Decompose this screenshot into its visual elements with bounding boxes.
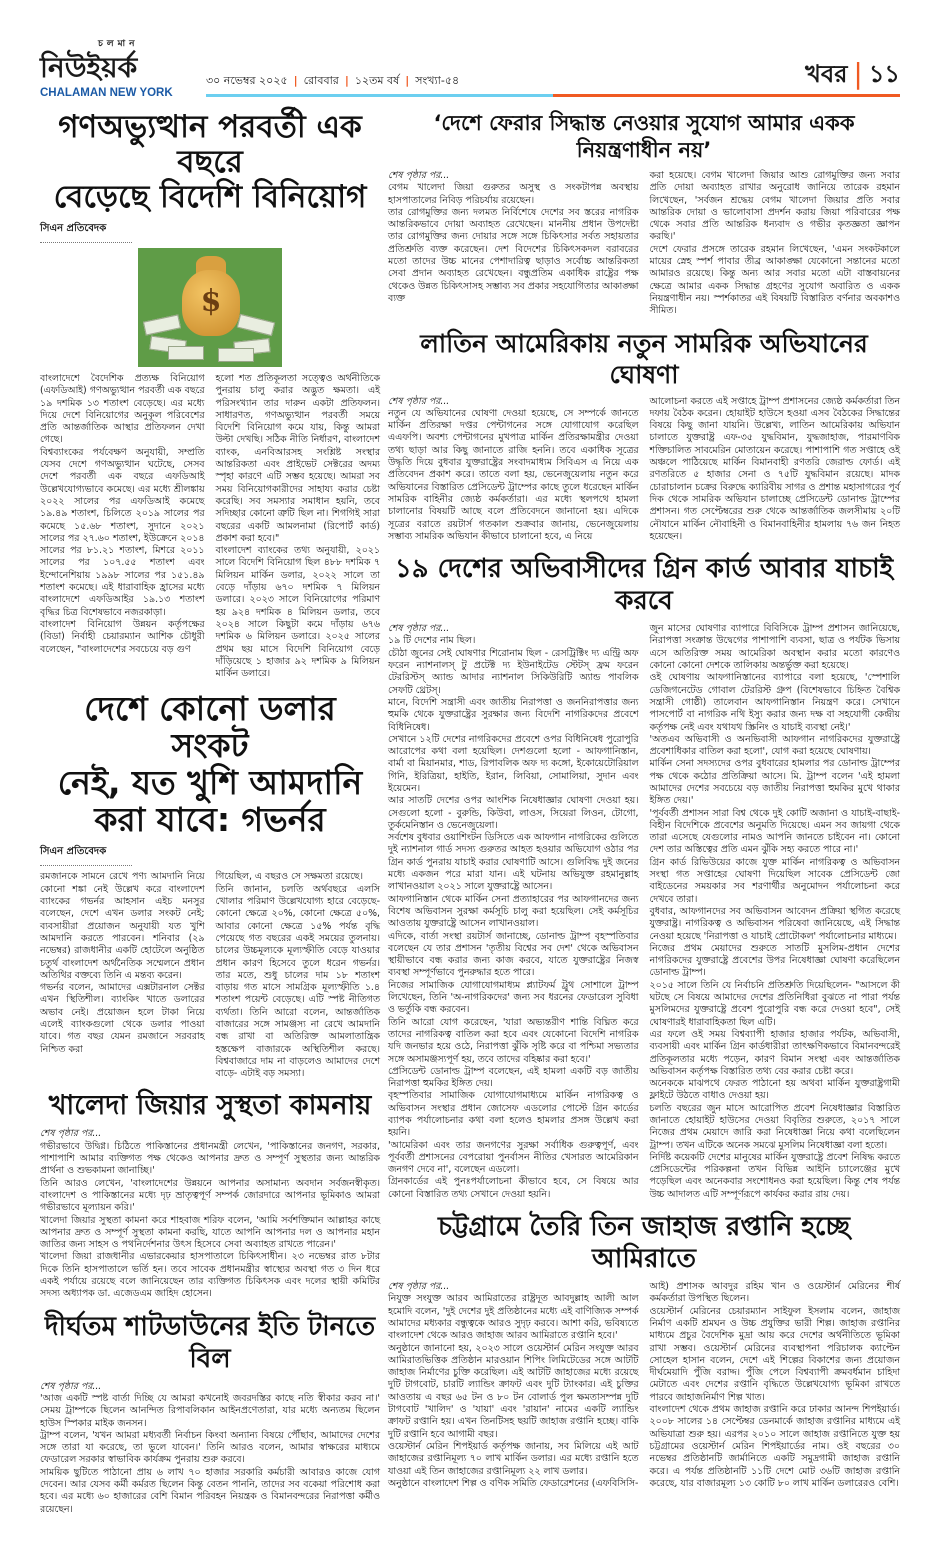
paragraph: নতুন যে অভিযানের ঘোষণা দেওয়া হয়েছে, সে সম্পর্কে জানতে মার্কিন প্রতিরক্ষা দপ্তর পেন্টাগনের সঙ্গে যোগাযোগ করেছিল এএফপি। অবশ্য পেন্টাগনের মুখপাত্র মার্কিন প্রতিরক্ষামন্ত্রীর দেওয়া তথ্য ছাড়া আর কিছু জানাতে রাজি হননি। তবে একাধিক সূত্রের উদ্ধৃতি দিয়ে বুধবার যুক্তরাষ্ট্রের সংবাদমাধ্যম সিবিএস এ নিয়ে এক প্রতিবেদন প্রকাশ করে। তাতে বলা হয়, ভেনেজুয়েলায় নতুন করে অভিযানের বিস্তারিত প্রেসিডেন্ট ট্রাম্পের কাছে তুলে ধরেছেন মার্কিন সামরিক বাহিনীর জ্যেষ্ঠ কর্মকর্তারা। এর মধ্যে স্থলপথে হামলা চালানোর বিষয়টি আছে বলে প্রতিবেদনে জানানো হয়। এদিকে সূত্রের বরাতে রয়টার্স গতকাল শুক্রবার জানায়, ভেনেজুয়েলায় সম্ভাব্য সামরিক অভিযান কীভাবে চালানো হবে, এ নিয়ে: [388, 407, 639, 542]
paragraph: গভর্নর বলেন, আমাদের এক্সটারনাল সেক্টর এখন স্থিতিশীল। ব্যাংকিং খাতে ডলারের অভাব নেই। প্রয়োজন হলে টাকা নিয়ে এলেই ব্যাংকগুলো থেকে ডলার পাওয়া যাবে। গত বছর যেমন রমজানে সরবরাহ নিশ্চিত করা: [40, 982, 205, 1055]
paragraph: প্রেসিডেন্ট ডোনাল্ড ট্রাম্প বলেছেন, এই হামলা একটি বড় জাতীয় নিরাপত্তা হুমকির ইঙ্গিত দেয়।: [388, 1065, 639, 1090]
continued-label: শেষ পৃষ্ঠার পর...: [388, 623, 450, 635]
paragraph: মার্কিন সেনা সদস্যদের ওপর বুধবারের হামলার পর ডোনাল্ড ট্রাম্পের পক্ষ থেকে কঠোর প্রতিক্রিয়া আসে। মি. ট্রাম্প বলেন 'এই হামলা আমাদের দেশের সবচেয়ে বড় জাতীয় নিরাপত্তা হুমকির মুখে থাকার ইঙ্গিত দেয়।': [649, 758, 900, 807]
paragraph: সেখানে ১২টি দেশের নাগরিকদের প্রবেশে ওপর বিধিনিষেধ পুরোপুরি আরোপের কথা বলা হয়েছিল। দেশগুলো হলো - আফগানিস্তান, বার্মা বা মিয়ানমার, শাড, রিপাবলিক অফ দ্য কঙ্গো, ইকোয়েটোরিয়াল গিনি, ইরিত্রিয়া, হাইতি, ইরান, লিবিয়া, সোমালিয়া, সুদান এবং ইয়েমেন।: [388, 733, 639, 794]
paragraph: নিজের প্রথম মেয়াদের শুরুতে সাতটি মুসলিম-প্রধান দেশের নাগরিকদের যুক্তরাষ্ট্রে প্রবেশের উপর নিষেধাজ্ঞা ঘোষণা করেছিলেন ডোনাল্ড ট্রাম্প।: [649, 942, 900, 979]
article-return-col-2: [650, 170, 901, 318]
headline-ships[interactable]: [388, 1211, 900, 1275]
article-greencard: [388, 553, 900, 1201]
paragraph: ২০১৫ সালে তিনি যে নির্বাচনি প্রতিশ্রুতি দিয়েছিলেন- "আসলে কী ঘটছে সে বিষয়ে আমাদের দেশের প্রতিনিধিরা বুঝতে না পারা পর্যন্ত মুসলিমদের যুক্তরাষ্ট্রে প্রবেশ পুরোপুরি বন্ধ করে দেওয়া হবে", সেই ঘোষণারই ধারাবাহিকতা ছিল এটি।: [649, 979, 900, 1028]
article-shutdown: [40, 1311, 380, 1516]
paragraph: হলো শত প্রতিকূলতা সত্ত্বেও অর্থনীতিকে পুনরায় চালু করার অদ্ভুত ক্ষমতা। এই পরিসংখ্যান তার দারুন একটা প্রতিফলন। সাধারণত, গণঅভ্যুত্থান পরবর্তী সময়ে বিদেশি বিনিয়োগ কমে যায়, কিন্তু আমরা উল্টা দেখছি। সঠিক নীতি নির্ধারণ, বাংলাদেশ ব্যাংক, এনবিআরসহ সংশ্লিষ্ট সংস্থার আন্তরিকতা এবং প্রাইভেট সেক্টরের অদম্য স্পৃহা কারণে এটি সম্ভব হয়েছে। আমরা সব সময় বিনিয়োগকারীদের সাহায্য করার চেষ্টা করেছি। সব সমস্যার সমাধান হয়নি, তবে সদিচ্ছার কোনো ত্রুটি ছিল না। শিগগিই সারা বছরের একটি আমলনামা (রিপোর্ট কার্ড) প্রকাশ করা হবে।": [215, 373, 380, 544]
paragraph: বেগম খালেদা জিয়া গুরুতর অসুস্থ ও সংকটাপন্ন অবস্থায় হাসপাতালের নিবিড় পরিচর্যায় রয়েছেন।: [388, 182, 639, 206]
page-label: [805, 59, 900, 89]
headline-khaleda[interactable]: [40, 1090, 380, 1122]
right-column: [388, 110, 900, 1490]
issue-weekday: রোববার: [303, 74, 339, 87]
money-bag-photo: [138, 248, 282, 367]
article-ships-col-1: [388, 1281, 639, 1490]
paragraph: ওয়েস্টার্ন মেরিন শিপইয়ার্ড কর্তৃপক্ষ জানায়, সব মিলিয়ে এই আট জাহাজের রপ্তানিমূল্য ৭০ লাখ মার্কিন ডলার। এর মধ্যে রপ্তানি হতে যাওয়া এই তিন জাহাজের রপ্তানিমূল্য ২২ লাখ ডলার।: [388, 1440, 639, 1477]
continued-label: শেষ পৃষ্ঠার পর...: [40, 1380, 102, 1392]
headline-line: করা যাবে: গভর্নর: [94, 800, 326, 840]
paragraph: নির্দিষ্ট কয়েকটি দেশের মানুষের মার্কিন যুক্তরাষ্ট্রে প্রবেশ নিষিদ্ধ করতে প্রেসিডেন্টের পরিকল্পনা তখন বিভিন্ন আইনি চ্যালেঞ্জের মুখে পড়েছিল এবং অনেকবার সংশোধনও করা হয়েছিল। কিন্তু শেষ পর্যন্ত উচ্চ আদালত এটি সম্পূর্ণরূপে কার্যকর করার রায় দেয়।: [649, 1151, 900, 1200]
paragraph: তিনি আরো যোগ করেছেন, 'যারা অভ্যন্তরীণ শান্তি বিঘ্নিত করে তাদের নাগরিকত্ব বাতিল করা হবে এবং যেকোনো বিদেশি নাগরিক যদি জনভার হয়ে ওঠে, নিরাপত্তা ঝুঁকি সৃষ্টি করে বা পশ্চিমা সভ্যতার সঙ্গে অসামঞ্জস্যপূর্ণ হয়, তবে তাদের বহিষ্কার করা হবে।': [388, 1016, 639, 1065]
paragraph: বিশ্বব্যাংকের পর্যবেক্ষণ অনুযায়ী, সম্প্রতি যেসব দেশে গণঅভ্যুত্থান ঘটেছে, সেসব দেশে পরবর্তী এক বছরে এফডিআই উল্লেখযোগ্যভাবে কমেছে। এর মধ্যে শ্রীলঙ্কায় ২০২২ সালের পর এফডিআই কমেছে ১৯.৪৯ শতাংশ, চিলিতে ২০১৯ সালের পর কমেছে ১৫.৬৮ শতাংশ, সুদানে ২০২১ সালের পর ২৭.৬০ শতাংশ, ইউক্রেনে ২০১৪ সালের পর ৮১.২১ শতাংশ, মিশরে ২০১১ সালের পর ১০৭.৫৫ শতাংশ এবং ইন্দোনেশিয়ায় ১৯৯৮ সালের পর ১৫১.৪৯ শতাংশ কমেছে। এই ধারাবাহিক হ্রাসের মধ্যে বাংলাদেশে এফডিআইর ১৯.১৩ শতাংশ বৃদ্ধির চিত্র বিশেষভাবে নজরকাড়া।: [40, 446, 205, 618]
paragraph: অনুষ্ঠানে বাংলাদেশ শিল্প ও বণিক সমিতি ফেডারেশনের (এফবিসিসি-: [388, 1477, 639, 1489]
headline-dollar[interactable]: [40, 690, 380, 838]
paragraph: মানে, বিদেশি সন্ত্রাসী এবং জাতীয় নিরাপত্তা ও জননিরাপত্তার জন্য হুমকি থেকে যুক্তরাষ্ট্রের সুরক্ষার জন্য বিদেশি নাগরিকদের প্রবেশে বিধিনিষেধ।: [388, 696, 639, 733]
issue-number: সংখ্যা-৫৪: [415, 74, 460, 87]
issue-info: [206, 73, 459, 89]
article-greencard-col-1: [388, 623, 639, 1201]
divider: |: [344, 74, 349, 87]
headline-shutdown[interactable]: [40, 1311, 380, 1375]
article-khaleda: [40, 1090, 380, 1300]
article-fdi-col-2: [216, 373, 381, 680]
paragraph: 'আজ একটি স্পষ্ট বার্তা দিচ্ছি যে আমরা কখনোই জবরদস্তির কাছে নতি স্বীকার করব না।' সেময় ট্রাম্পকে ছিলেন আনন্দিত রিপাবলিকান আইনপ্রণেতারা, যার মধ্যে অন্যতম ছিলেন হাউস স্পিকার মাইক জনসন।: [40, 1392, 380, 1429]
article-latam: [388, 328, 900, 544]
article-latam-col-2: [650, 396, 901, 544]
header-rule-blue: [206, 94, 553, 97]
paragraph: দেশে ফেরার প্রসঙ্গে তারেক রহমান লিখেছেন, 'এমন সংকটকালে মায়ের স্নেহ স্পর্শ পাবার তীব্র আকাঙ্ক্ষা যেকোনো সন্তানের মতো আমারও রয়েছে। কিন্তু অন্য আর সবার মতো এটা বাস্তবায়নের ক্ষেত্রে আমার একক সিদ্ধান্ত গ্রহণের সুযোগ অবারিত ও একক নিয়ন্ত্রণাধীন নয়। স্পর্শকাতর এই বিষয়টি বিস্তারিত বর্ণনার অবকাশও সীমিত।: [649, 243, 900, 317]
headline-line: দীর্ঘতম শাটডাউনের ইতি টানতে বিল: [44, 1311, 376, 1374]
paragraph: চৌঠা জুনের সেই ঘোষণার শিরোনাম ছিল - রেসট্রিক্টিং দ্য এন্ট্রি অফ ফরেন ন্যাশনালস্ টু প্রটেক্ট দ্য ইউনাইটেড স্টেটস্ ফ্রম ফরেন টেররিস্টস্ অ্যান্ড আদার ন্যাশনাল সিকিউরিটি অ্যান্ড পাবলিক সেফটি থ্রেটস্।: [388, 647, 639, 696]
paragraph: রমজানকে সামনে রেখে পণ্য আমদানি নিয়ে কোনো শঙ্কা নেই উল্লেখ করে বাংলাদেশ ব্যাংকের গভর্নর আহসান এইচ মনসুর বলেছেন, দেশে এখন ডলার সংকট নেই; ব্যবসায়ীরা প্রয়োজন অনুযায়ী যত খুশি আমদানি করতে পারবেন। শনিবার (২৯ নভেম্বর) রাজধানীর একটি হোটেলে অনুষ্ঠিত চতুর্থ বাংলাদেশ অর্থনৈতিক সম্মেলনে প্রধান অতিথির বক্তব্যে তিনি এ মন্তব্য করেন।: [40, 871, 205, 981]
byline: সিএন প্রতিবেদক: [40, 221, 132, 243]
brand-english-name: CHALAMAN NEW YORK: [40, 87, 173, 99]
article-ships: [388, 1211, 900, 1490]
paragraph: বুধবার, আফগানদের সব অভিবাসন আবেদন প্রক্রিয়া স্থগিত করেছে যুক্তরাষ্ট্র। নাগরিকত্ব ও অভিবাসন পরিষেবা জানিয়েছে, এই সিদ্ধান্ত নেওয়া হয়েছে 'নিরাপত্তা ও যাচাই প্রোটোকল' পর্যালোচনার মাধ্যমে।: [649, 905, 900, 942]
headline-line: গণঅভ্যুত্থান পরবর্তী এক বছরে: [58, 109, 362, 180]
headline-line: নেই, যত খুশি আমদানি: [57, 763, 363, 803]
paragraph: 'অতএব অভিবাসী ও অনভিবাসী আফগান নাগরিকদের যুক্তরাষ্ট্রে প্রবেশাধিকার বাতিল করা হলো', যোগ করা হয়েছে ঘোষণায়।: [649, 733, 900, 758]
paragraph: আফগানিস্তান থেকে মার্কিন সেনা প্রত্যাহারের পর আফগানদের জন্য বিশেষ অভিবাসন সুরক্ষা কর্মসূচি চালু করা হয়েছিল। সেই কর্মসূচির আওতায় যুক্তরাষ্ট্রে আসেন লাখানওয়াল।: [388, 893, 639, 930]
divider: |: [853, 57, 863, 90]
paragraph: এদিকে, বার্তা সংস্থা রয়টার্স জানাচ্ছে, ডোনাল্ড ট্রাম্প বৃহস্পতিবার বলেছেন যে তার প্রশাসন 'তৃতীয় বিশ্বের সব দেশ' থেকে অভিবাসন স্থায়ীভাবে বন্ধ করার জন্য কাজ করবে, যাতে যুক্তরাষ্ট্রের নিজস্ব ব্যবস্থা সম্পূর্ণভাবে পুনরুদ্ধার হতে পারে।: [388, 930, 639, 979]
byline: সিএন প্রতিবেদক: [40, 844, 132, 866]
headline-line: বেড়েছে বিদেশি বিনিয়োগ: [53, 179, 367, 215]
paragraph: বাংলাদেশ বিনিয়োগ উন্নয়ন কর্তৃপক্ষের (বিডা) নির্বাহী চেয়ারম্যান আশিক চৌধুরী বলেছেন, "বাংলাদেশের সবচেয়ে বড় গুণ: [40, 618, 205, 655]
masthead: [40, 38, 900, 100]
headline-line: দেশে কোনো ডলার সংকট: [84, 689, 336, 766]
article-return-col-1: [388, 170, 639, 305]
paragraph: করা হয়েছে। বেগম খালেদা জিয়ার আশু রোগমুক্তির জন্য সবার প্রতি দোয়া অব্যাহত রাখার অনুরোধ জানিয়ে তারেক রহমান লিখেছেন, 'সর্বজন শ্রদ্ধেয় বেগম খালেদা জিয়ার প্রতি সবার আন্তরিক দোয়া ও ভালোবাসা প্রদর্শন করায় জিয়া পরিবারের পক্ষ থেকে সবার প্রতি আন্তরিক ধন্যবাদ ও গভীর কৃতজ্ঞতা জ্ঞাপন করছি।': [649, 170, 900, 243]
masthead-info: [206, 59, 900, 100]
paragraph: বাংলাদেশ থেকে প্রথম জাহাজ রপ্তানি করে ঢাকার আনন্দ শিপইয়ার্ড। ২০০৮ সালের ১৪ সেপ্টেম্বর ডেনমার্কে জাহাজ রপ্তানির মাধ্যমে এই অভিযাত্রা শুরু হয়। এরপর ২০১০ সালে জাহাজ রপ্তানিতে যুক্ত হয় চট্টগ্রামের ওয়েস্টার্ন মেরিন শিপইয়ার্ডের নাম। ওই বছরের ৩০ নভেম্বর প্রতিষ্ঠানটি জার্মানিতে একটি সমুদ্রগামী জাহাজ রপ্তানি করে। এ পর্যন্ত প্রতিষ্ঠানটি ১১টি দেশে মোট ৩৬টি জাহাজ রপ্তানি করেছে, যার বাজারমূল্য ১৩ কোটি ৮০ লাখ মার্কিন ডলারেরও বেশি।: [649, 1404, 900, 1489]
paragraph: ১৯ টি দেশের নাম ছিল।: [388, 635, 476, 647]
paragraph: খালেদা জিয়া রাজধানীর এভারকেয়ার হাসপাতালে চিকিৎসাধীন। ২৩ নভেম্বর রাত ৮টার দিকে তিনি হাসপাতালে ভর্তি হন। তবে সাবেক প্রধানমন্ত্রীর স্বাস্থ্যের অবস্থা গত ৩ দিন ধরে একই পর্যায়ে রয়েছে বলে জানিয়েছেন তার ব্যক্তিগত চিকিৎসক এবং দলের স্থায়ী কমিটির সদস্য অধ্যাপক ডা. এজেডএম জাহিদ হোসেন।: [40, 1251, 380, 1300]
dollar-sign-icon: $: [200, 284, 222, 319]
section-name: খবর: [805, 60, 848, 88]
headline-fdi[interactable]: [40, 110, 380, 215]
article-return: [388, 110, 900, 318]
paragraph: সর্বশেষ বুধবার ওয়াশিংটন ডিসিতে এক আফগান নাগরিকের গুলিতে দুই ন্যাশনাল গার্ড সদস্য গুরুতর আহত হওয়ার অভিযোগ ওঠার পর গ্রিন কার্ড পুনরায় যাচাই করার ঘোষণাটি আসে। গুলিবিদ্ধ দুই জনের মধ্যে একজন পরে মারা যান। এই ঘটনায় অভিযুক্ত রহমানুল্লাহ লাখানওয়াল ২০২১ সালে যুক্তরাষ্ট্রে আসেন।: [388, 832, 639, 893]
article-latam-col-1: [388, 396, 639, 544]
headline-greencard[interactable]: [388, 553, 900, 617]
paragraph: গ্রিনকার্ডের এই পুনঃপর্যালোচনা কীভাবে হবে, সে বিষয়ে আর কোনো বিস্তারিত তথ্য সেখানে দেওয়া হয়নি।: [388, 1176, 639, 1200]
headline-line: লাতিন আমেরিকায় নতুন সামরিক অভিযানের ঘোষণা: [420, 328, 868, 389]
headline-line: ১৯ দেশের অভিবাসীদের গ্রিন কার্ড আবার যাচাই করবে: [394, 554, 894, 617]
page-number: ১১: [868, 60, 900, 88]
paragraph: সাময়িক ছুটিতে পাঠানো প্রায় ৬ লাখ ৭০ হাজার সরকারি কর্মচারী আবারও কাজে যোগ দেবেন। আর যেসব কর্মী কর্মরত ছিলেন কিন্তু বেতন পাননি, তাদের সব বকেয়া পরিশোধ করা হবে। এর মধ্যে ৬০ হাজারের বেশি বিমান পরিবহন নিয়ন্ত্রক ও বিমানবন্দরের নিরাপত্তা কর্মীও রয়েছেন।: [40, 1466, 380, 1515]
brand-block: [40, 38, 192, 100]
paragraph: এর ফলে ওই সময় বিশ্বব্যাপী হাজার হাজার পর্যটক, অভিবাসী, ব্যবসায়ী এবং মার্কিন গ্রিন কার্ডধারীরা তাৎক্ষণিকভাবে বিমানবন্দরেই প্রতিকূলতার মধ্যে পড়েন, কারণ বিমান সংস্থা এবং আন্তর্জাতিক অভিবাসন কর্তৃপক্ষ বিস্তারিত তথ্য বের করার চেষ্টা করে।: [649, 1028, 900, 1077]
paragraph: আলোচনা করতে এই সপ্তাহে ট্রাম্প প্রশাসনের জ্যেষ্ঠ কর্মকর্তারা তিন দফায় বৈঠক করেন। হোয়াইট হাউসে হওয়া এসব বৈঠকের সিদ্ধান্তের বিষয়ে কিছু জানা যায়নি। উল্লেখ্য, লাতিন আমেরিকায় অভিযান চালাতে যুক্তরাষ্ট্র এফ-৩৫ যুদ্ধবিমান, যুদ্ধজাহাজ, পারমাণবিক শক্তিচালিত সাবমেরিন মোতায়েন করেছে। পাশাপাশি গত সপ্তাহে ওই অঞ্চলে পাঠিয়েছে মার্কিন বিমানবাহী রণতরি জেরাল্ড ফোর্ড। এই রণতরিতে ৫ হাজার সেনা ও ৭৫টি যুদ্ধবিমান রয়েছে। মাদক চোরাচালান চক্রের বিরুদ্ধে ক্যারিবীয় সাগর ও প্রশান্ত মহাসাগরের পূর্ব দিক থেকে সামরিক অভিযান চালাচ্ছে প্রেসিডেন্ট ডোনাল্ড ট্রাম্পের প্রশাসন। গত সেপ্টেম্বরের শুরু থেকে আন্তর্জাতিক জলসীমায় ২০টি নৌযানে মার্কিন নৌবাহিনী ও বিমানবাহিনীর হামলায় ৭৬ জন নিহত হয়েছেন।: [649, 395, 900, 542]
paragraph: ট্রাম্প বলেন, 'যখন আমরা মধ্যবর্তী নির্বাচন কিংবা অন্যান্য বিষয়ে পৌঁছাব, আমাদের দেশের সঙ্গে তারা যা করেছে, তা ভুলে যাবেন।' তিনি আরও বলেন, আমার স্বাক্ষরের মাধ্যমে ফেডারেল সরকার স্বাভাবিক কার্যক্রম পুনরায় শুরু করবে।: [40, 1429, 380, 1466]
paragraph: গ্রিন কার্ড রিভিউয়ের কাজে যুক্ত মার্কিন নাগরিকত্ব ও অভিবাসন সংস্থা গত সপ্তাহের ঘোষণা দিয়েছিল সাবেক প্রেসিডেন্ট জো বাইডেনের সময়কার সব শরণার্থীর অনুমোদন পর্যালোচনা করে দেখবে তারা।: [649, 856, 900, 905]
brand-tagline: চলমান: [98, 39, 139, 49]
paragraph: চলতি বছরের জুন মাসে আরোপিত প্রবেশ নিষেধাজ্ঞার বিস্তারিত জানাতে হোয়াইট হাউসের দেওয়া বিবৃতির শুরুতে, ২০১৭ সালে নিজের প্রথম মেয়াদে জারি করা নিষেধাজ্ঞা নিয়ে কথা বলেছিলেন ট্রাম্প। তখন এটিকে অনেক সমঝে মুসলিম নিষেধাজ্ঞা বলা হতো।: [649, 1102, 900, 1151]
paragraph: 'আমেরিকা এবং তার জনগণের সুরক্ষা সর্বাধিক গুরুত্বপূর্ণ, এবং পূর্ববর্তী প্রশাসনের বেপরোয়া পুনর্বাসন নীতির খেসারত আমেরিকান জনগণ দেবে না', বলেছেন এডলো।: [388, 1139, 639, 1176]
headline-line: চট্টগ্রামে তৈরি তিন জাহাজ রপ্তানি হচ্ছে আমিরাতে: [438, 1212, 850, 1275]
paragraph: আই) প্রশাসক আবদুর রহিম খান ও ওয়েস্টার্ন মেরিনের শীর্ষ কর্মকর্তারা উপস্থিত ছিলেন।: [649, 1281, 900, 1305]
headline-latam[interactable]: [388, 328, 900, 390]
paragraph: 'পূর্ববর্তী প্রশাসন সারা বিশ্ব থেকে দুই কোটি অজানা ও যাচাই-বাছাই-বিহীন বিদেশিকে প্রবেশের অনুমতি দিয়েছে। এমন সব জায়গা থেকে তারা এসেছে যেগুলোর নামও আপনি জানতে চাইবেন না। কোনো দেশ তার অস্তিত্বের প্রতি এমন ঝুঁকি সহ্য করতে পারে না।': [649, 807, 900, 856]
paragraph: গিয়েছিল, এ বছরও সে সক্ষমতা রয়েছে।: [215, 871, 363, 883]
paragraph: তিনি আরও লেখেন, 'বাংলাদেশের উন্নয়নে আপনার অসামান্য অবদান সর্বজনস্বীকৃত। বাংলাদেশ ও পাকিস্তানের মধ্যে দৃঢ় ভ্রাতৃত্বপূর্ণ সম্পর্ক জোরদারে আপনার ভূমিকাও আমরা গভীরভাবে মূল্যায়ন করি।': [40, 1177, 380, 1214]
divider: |: [405, 74, 410, 87]
paragraph: ওয়েস্টার্ন মেরিনের চেয়ারম্যান সাইফুল ইসলাম বলেন, জাহাজ নির্মাণ একটি শ্রমঘন ও উচ্চ প্রযুক্তির ভারী শিল্প। জাহাজ রপ্তানির মাধ্যমে প্রচুর বৈদেশিক মুদ্রা আয় করে দেশের অর্থনীতিতে ভূমিকা রাখা সম্ভব। ওয়েস্টার্ন মেরিনের ব্যবস্থাপনা পরিচালক ক্যাপ্টেন সোহেল হাসান বলেন, দেশে এই শিল্পের বিকাশের জন্য প্রয়োজন দীর্ঘমেয়াদি পুঁজি বরাদ্দ। পুঁজি পেলে বিশ্বব্যাপী ক্রমবর্ধমান চাহিদা মেটাতে এবং দেশের রপ্তানি বৃদ্ধিতে উল্লেখযোগ্য ভূমিকা রাখতে পারবে জাহাজনির্মাণ শিল্প খাত।: [649, 1305, 900, 1403]
paragraph: অনেককে মাঝপথে ফেরত পাঠানো হয় অথবা মার্কিন যুক্তরাষ্ট্রগামী ফ্লাইটে উঠতে বাধাও দেওয়া হয়।: [649, 1078, 900, 1102]
article-shutdown-body: [40, 1381, 380, 1516]
headline-line: ‘দেশে ফেরার সিদ্ধান্ত নেওয়ার সুযোগ আমার একক নিয়ন্ত্রণাধীন নয়’: [433, 111, 855, 162]
paragraph: বাংলাদেশে বৈদেশিক প্রত্যক্ষ বিনিয়োগ (এফডিআই) গণঅভ্যুত্থান পরবর্তী এক বছরে ১৯ দশমিক ১৩ শতাংশ বেড়েছে। এর মধ্যে দিয়ে দেশে বিনিয়োগের অনুকূল পরিবেশের প্রতি আন্তর্জাতিক আস্থার প্রতিফলন দেখা গেছে।: [40, 373, 205, 446]
paragraph: তার রোগমুক্তির জন্য দলমত নির্বিশেষে দেশের সব স্তরের নাগরিক আন্তরিকভাবে দোয়া অব্যাহত রেখেছেন। মাননীয় প্রধান উপদেষ্টা তার রোগমুক্তির জন্য দোয়ার সঙ্গে সঙ্গে চিকিৎসার সর্বত সহায়তার প্রতিশ্রুতি ব্যক্ত করেছেন। দেশ বিদেশের চিকিৎসকদল বরাবরের মতো তাদের উচ্চ মানের পেশাদারিত্ব ছাড়াও সর্বোচ্চ আন্তরিকতা সেবা প্রদান অব্যাহত রেখেছেন। বন্ধুপ্রতিম একাধিক রাষ্ট্রের পক্ষ থেকেও উন্নত চিকিৎসাসহ সম্ভাব্য সব প্রকার সহযোগিতার আকাঙ্ক্ষা ব্যক্ত: [388, 206, 639, 304]
headline-line: খালেদা জিয়ার সুস্থতা কামনায়: [48, 1090, 372, 1122]
continued-label: শেষ পৃষ্ঠার পর...: [388, 1281, 450, 1293]
article-fdi-col-1: [40, 373, 205, 656]
paragraph: নিযুক্ত সংযুক্ত আরব আমিরাতের রাষ্ট্রদূত আবদুল্লাহ আলী আল হমোদি বলেন, 'দুই দেশের দুই প্রতিষ্ঠানের মধ্যে এই বাণিজ্যিক সম্পর্ক আমাদের মধ্যকার বন্ধুত্বকে আরও সুদৃঢ় করবে। আশা করি, ভবিষ্যতে বাংলাদেশ থেকে আরও জাহাজ আরব আমিরাতে রপ্তানি হবে।': [388, 1293, 639, 1342]
continued-label: শেষ পৃষ্ঠার পর...: [388, 395, 450, 407]
issue-year: ১২তম বর্ষ: [354, 74, 400, 87]
article-dollar-col-1: [40, 871, 205, 1055]
paragraph: বাংলাদেশ ব্যাংকের তথ্য অনুযায়ী, ২০২১ সালে বিদেশি বিনিয়োগ ছিল ৪৮৮ দশমিক ৭ মিলিয়ন মার্কিন ডলার, ২০২২ সালে তা বেড়ে দাঁড়ায় ৬৭০ দশমিক ৭ মিলিয়ন ডলারে। ২০২৩ সালে বিনিয়োগের পরিমাণ হয় ৯২৪ দশমিক ৪ মিলিয়ন ডলার, তবে ২০২৪ সালে কিছুটা কমে দাঁড়ায় ৬৭৬ দশমিক ৬ মিলিয়ন ডলারে। ২০২৫ সালের প্রথম ছয় মাসে বিদেশি বিনিয়োগ বেড়ে দাঁড়িয়েছে ১ হাজার ৯২ দশমিক ৯ মিলিয়ন মার্কিন ডলারে।: [215, 545, 380, 680]
left-column: [40, 110, 380, 1516]
headline-return[interactable]: [388, 110, 900, 164]
article-khaleda-body: [40, 1128, 380, 1300]
continued-label: শেষ পৃষ্ঠার পর...: [40, 1128, 102, 1140]
header-rule-orange: [553, 94, 900, 97]
divider: |: [293, 74, 298, 87]
article-greencard-col-2: [650, 623, 901, 1201]
paragraph: অনুষ্ঠানে জানানো হয়, ২০২৩ সালে ওয়েস্টার্ন মেরিন সংযুক্ত আরব আমিরাতভিত্তিক প্রতিষ্ঠান মারওয়ান শিপিং লিমিটেডের সঙ্গে আটটি জাহাজ নির্মাণের চুক্তি করেছিল। এই আটটি জাহাজের মধ্যে রয়েছে দুটি টাগবোট, চারটি ল্যান্ডিং ক্রাফট এবং দুটি ট্যাংকার। এই চুক্তির আওতায় এ বছর ৬৫ টন ও ৮০ টন বোলার্ড পুল ক্ষমতাসম্পন্ন দুটি টাগবোট 'খালিদ' ও 'যায়া' এবং 'রায়ান' নামের একটি ল্যান্ডিং ক্রাফট রপ্তানি হয়। এখন তিনটিসহ ছয়টি জাহাজ রপ্তানি হচ্ছে। বাকি দুটি রপ্তানি হবে আগামী বছর।: [388, 1342, 639, 1440]
paragraph: খালেদা জিয়ার সুস্থতা কামনা করে শাহবাজ শরিফ বলেন, 'আমি সর্বশক্তিমান আল্লাহর কাছে আপনার দ্রুত ও সম্পূর্ণ সুস্থতা কামনা করছি, যাতে আপনি আপনার দল ও আপনার মহান জাতির জন্য সাহস ও পথনির্দেশনার উৎস হিসেবে সেবা অব্যাহত রাখতে পারেন।': [40, 1214, 380, 1251]
brand-logo: নিউইয়র্ক: [40, 51, 138, 84]
issue-date: ৩০ নভেম্বর ২০২৫: [206, 74, 288, 87]
article-dollar-col-2: [216, 871, 381, 1080]
article-fdi: [40, 110, 380, 680]
paragraph: বৃহস্পতিবার সামাজিক যোগাযোগমাধ্যমে মার্কিন নাগরিকত্ব ও অভিবাসন সংস্থার প্রধান জোসেফ এডলোর পোস্টে গ্রিন কার্ডের ব্যাপক পর্যালোচনার কথা বলা হলেও হামলার প্রসঙ্গ উল্লেখ করা হয়নি।: [388, 1090, 639, 1139]
paragraph: জুন মাসের ঘোষণার ব্যাপারে বিবিসিকে ট্রাম্প প্রশাসন জানিয়েছে, নিরাপত্তা সংক্রান্ত উদ্বেগের পাশাপাশি ব্যবসা, ছাত্র ও পর্যটক ভিসায় এসে অতিরিক্ত সময় আমেরিকা অবস্থান করার মতো কারণেও কোনো কোনো দেশকে তালিকায় অন্তর্ভুক্ত করা হয়েছে।: [649, 623, 900, 672]
header-rule: [206, 94, 900, 97]
paragraph: আর সাতটি দেশের ওপর আংশিক নিষেধাজ্ঞার ঘোষণা দেওয়া হয়। সেগুলো হলো - বুরুন্ডি, কিউবা, লাওস, সিয়েরা লিওন, টোগো, তুর্কমেনিস্তান ও ভেনেজুয়েলা।: [388, 795, 639, 831]
paragraph: ওই ঘোষণায় আফগানিস্তানের ব্যাপারে বলা হয়েছে, 'স্পেশালি ডেজিগনেটেড গোবাল টেররিস্ট গ্রুপ (বিশেষভাবে চিহ্নিত বৈশ্বিক সন্ত্রাসী গোষ্ঠী) তালেবান আফগানিস্তান নিয়ন্ত্রণ করে। সেখানে পাসপোর্ট বা নাগরিক নথি ইস্যু করার জন্য দক্ষ বা সহযোগী কেন্দ্রীয় কর্তৃপক্ষ নেই এবং যথাযথ স্ক্রিনিং ও যাচাই ব্যবস্থা নেই।': [649, 672, 900, 733]
paragraph: গভীরভাবে উদ্বিগ্ন। চিঠিতে পাকিস্তানের প্রধানমন্ত্রী লেখেন, 'পাকিস্তানের জনগণ, সরকার, পাশাপাশি আমার ব্যক্তিগত পক্ষ থেকেও আপনার দ্রুত ও সম্পূর্ণ সুস্থতার জন্য আন্তরিক প্রার্থনা ও শুভকামনা জানাচ্ছি।': [40, 1140, 380, 1177]
continued-label: শেষ পৃষ্ঠার পর...: [388, 170, 450, 181]
article-ships-col-2: [650, 1281, 901, 1490]
article-dollar: [40, 690, 380, 1080]
paragraph: নিজের সামাজিক যোগাযোগমাধ্যম প্ল্যাটফর্ম ট্রুথ সোশালে ট্রাম্প লিখেছেন, তিনি 'অ-নাগরিকদের' জন্য সব ধরনের ফেডারেল সুবিধা ও ভর্তুকি বন্ধ করবেন।: [388, 979, 639, 1016]
paragraph: তিনি জানান, চলতি অর্থবছরে এলসি খোলার পরিমাণ উল্লেখযোগ্য হারে বেড়েছে- কোনো ক্ষেত্রে ২০%, কোনো ক্ষেত্রে ৫০%, আবার কোনো ক্ষেত্রে ১৫% পর্যন্ত বৃদ্ধি পেয়েছে গত বছরের একই সময়ের তুলনায়। চালের উচ্চমূল্যকে মূল্যস্ফীতি বেড়ে যাওয়ার প্রধান কারণ হিসেবে তুলে ধরেন গভর্নর। তার মতে, শুধু চালের দাম ১৮ শতাংশ বাড়ায় গত মাসে সামগ্রিক মূল্যস্ফীতি ১.৪ শতাংশ পয়েন্ট বেড়েছে। এটি স্পষ্ট নীতিগত ব্যর্থতা। তিনি আরো বলেন, আন্তর্জাতিক বাজারের সঙ্গে সামঞ্জস্য না রেখে আমদানি বন্ধ রাখা বা অতিরিক্ত আমলাতান্ত্রিক হস্তক্ষেপ বাজারকে অস্থিতিশীল করছে। বিশ্ববাজারে দাম না বাড়লেও আমাদের দেশে বাড়ে- এটাই বড় সমস্যা।: [215, 883, 380, 1080]
